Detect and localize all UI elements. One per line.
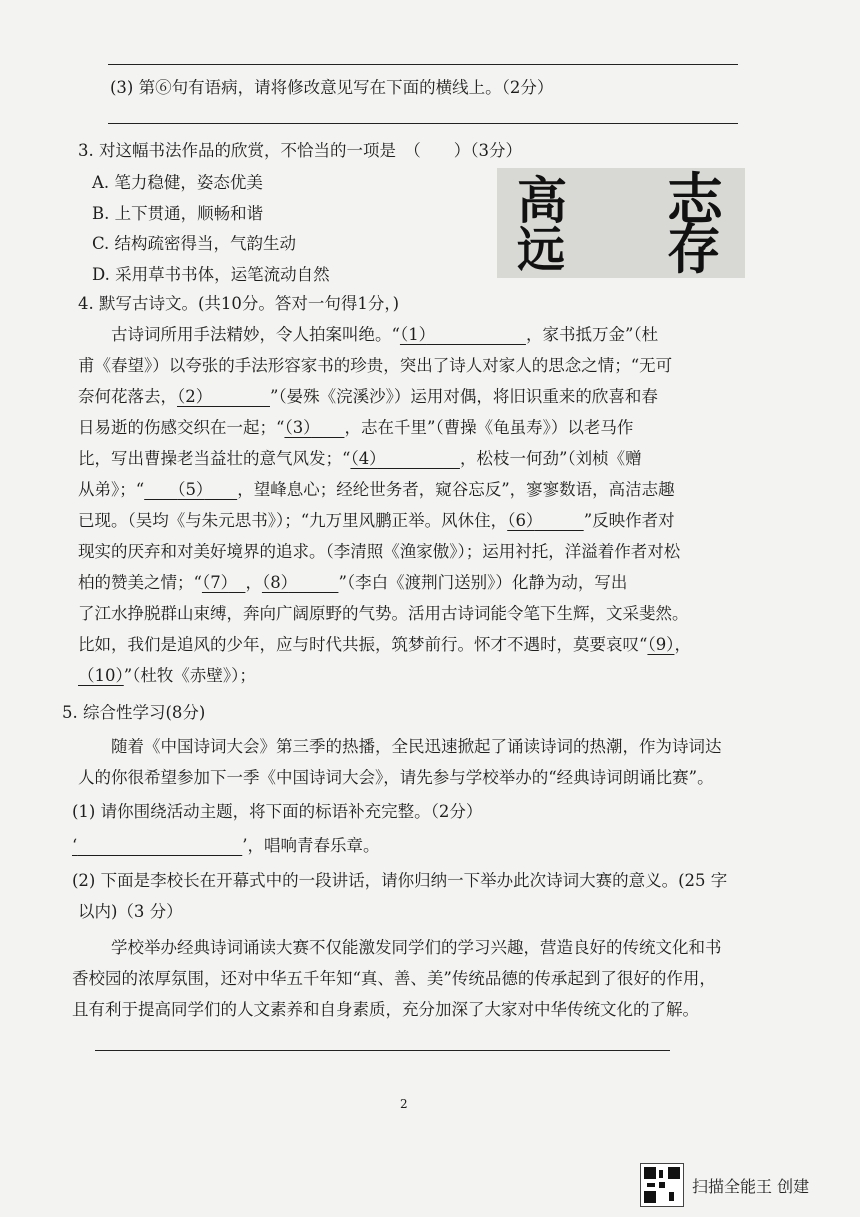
- q4-line-12: [78, 665, 256, 687]
- answer-line: [95, 1050, 670, 1051]
- calligraphy-char: 远: [517, 222, 566, 278]
- q4-text: ”（李白《渡荆门送别》）化静为动，写出: [338, 573, 628, 592]
- footer-text: 扫描全能王 创建: [692, 1176, 810, 1196]
- q4-line-3: [78, 386, 658, 408]
- q4-line-2: 甫《春望》）以夸张的手法形容家书的珍贵，突出了诗人对家人的思念之情；“无可: [78, 356, 673, 375]
- speech-3: 且有利于提高同学们的人文素养和自身素质，充分加深了大家对中华传统文化的了解。: [72, 1000, 699, 1019]
- q5-intro-2: 人的你很希望参加下一季《中国诗词大会》，请先参与学校举办的“经典诗词朗诵比赛”。: [78, 768, 714, 787]
- blank-label: （8）: [261, 573, 289, 592]
- q4-text: 已现。（吴均《与朱元思书》）；“九万里风鹏正举。风休住，: [78, 511, 508, 530]
- scanner-watermark: [640, 1163, 809, 1207]
- blank-label: （5）: [177, 480, 205, 499]
- option-d: D. 采用草书书体，运笔流动自然: [92, 265, 330, 284]
- option-c: C. 结构疏密得当，气韵生动: [92, 234, 297, 253]
- blank-8[interactable]: [262, 573, 339, 592]
- blank-label: （1）: [399, 325, 427, 344]
- q4-text: 柏的赞美之情；“: [78, 573, 202, 592]
- q4-text: ，: [674, 635, 691, 654]
- blank-label: （10）: [78, 666, 124, 685]
- q4-text: ，家书抵万金”（杜: [525, 325, 659, 344]
- speech-2: 香校园的浓厚氛围，还对中华五千年知“真、善、美”传统品德的传承起到了很好的作用，: [72, 969, 716, 988]
- blank-7[interactable]: [202, 573, 246, 592]
- q4-line-10: 了江水挣脱群山束缚，奔向广阔原野的气势。活用古诗词能令笔下生辉，文采斐然。: [78, 604, 689, 623]
- qr-code-icon: [640, 1163, 684, 1207]
- blank-9[interactable]: [647, 635, 674, 654]
- question-5-heading: 5. 综合性学习(8分): [62, 703, 206, 722]
- blank-label: （7）: [201, 573, 229, 592]
- q5-sub-1: (1) 请你围绕活动主题，将下面的标语补充完整。（2分）: [72, 802, 483, 821]
- blank-3[interactable]: [284, 418, 344, 437]
- q4-line-6: [78, 479, 675, 501]
- answer-line: [108, 64, 738, 65]
- slogan-line: [72, 835, 380, 857]
- q4-text: ”（杜牧《赤壁》）；: [123, 666, 256, 685]
- q4-text: 日易逝的伤感交织在一起；“: [78, 418, 285, 437]
- question-4-heading: 4. 默写古诗文。(共10分。答对一句得1分，): [78, 294, 400, 313]
- slogan-open-quote: ‘: [72, 836, 78, 855]
- calligraphy-char: 志: [667, 167, 723, 233]
- q4-text: ”反映作者对: [583, 511, 675, 530]
- page-number: 2: [400, 1097, 408, 1111]
- q4-text: ，志在千里”（曹操《龟虽寿》）以老马作: [344, 418, 634, 437]
- q4-line-1: [78, 324, 658, 346]
- blank-label: （6）: [507, 511, 535, 530]
- inscription-stamp: [615, 178, 629, 270]
- q4-line-9: [78, 572, 627, 594]
- q4-text: 从弟》；“: [78, 480, 145, 499]
- q5-intro-1: 随着《中国诗词大会》第三季的热播，全民迅速掀起了诵读诗词的热潮，作为诗词达: [78, 737, 722, 756]
- q4-text: 古诗词所用手法精妙，令人拍案叫绝。“: [78, 325, 400, 344]
- calligraphy-image: [497, 167, 745, 281]
- blank-4[interactable]: [350, 449, 460, 468]
- blank-5[interactable]: [144, 480, 237, 499]
- question-2-3: (3) 第⑥句有语病，请将修改意见写在下面的横线上。（2分）: [110, 78, 554, 97]
- blank-1[interactable]: [400, 325, 526, 344]
- answer-line: [108, 123, 738, 124]
- slogan-tail: ’，唱响青春乐章。: [242, 836, 380, 855]
- calligraphy-char: 存: [667, 217, 721, 281]
- q4-text: ，望峰息心；经纶世务者，窥谷忘反”，寥寥数语，高洁志趣: [237, 480, 675, 499]
- q4-line-4: [78, 417, 633, 439]
- q4-line-11: [78, 634, 691, 656]
- blank-10[interactable]: [78, 666, 124, 685]
- q5-sub-2-cont: 以内)（3 分）: [78, 902, 183, 921]
- q4-text: ”（晏殊《浣溪沙》）运用对偶，将旧识重来的欣喜和春: [270, 387, 658, 406]
- q4-text: 比，写出曹操老当益壮的意气风发；“: [78, 449, 351, 468]
- q4-line-7: [78, 510, 675, 532]
- option-b: B. 上下贯通，顺畅和谐: [92, 204, 264, 223]
- blank-label: （3）: [284, 418, 312, 437]
- q4-line-8: 现实的厌弃和对美好境界的追求。（李清照《渔家傲》）；运用衬托，洋溢着作者对松: [78, 542, 681, 561]
- blank-label: （2）: [177, 387, 204, 406]
- blank-label: （4）: [350, 449, 378, 468]
- blank-label: （9）: [647, 635, 675, 654]
- blank-2[interactable]: [177, 387, 270, 406]
- speech-1: 学校举办经典诗词诵读大赛不仅能激发同学们的学习兴趣，营造良好的传统文化和书: [78, 938, 722, 957]
- slogan-blank[interactable]: [72, 836, 242, 855]
- q4-text: ，: [245, 573, 262, 592]
- q5-sub-2: (2) 下面是李校长在开幕式中的一段讲话，请你归纳一下举办此次诗词大赛的意义。(25 字: [72, 871, 728, 890]
- q4-text: 比如，我们是追风的少年，应与时代共振，筑梦前行。怀才不遇时，莫要哀叹“: [78, 635, 648, 654]
- q4-text: ，松枝一何劲”（刘桢《赠: [459, 449, 642, 468]
- q4-text: 奈何花落去，: [78, 387, 177, 406]
- question-3-stem: 3. 对这幅书法作品的欣赏，不恰当的一项是 （ ）（3分）: [78, 141, 522, 160]
- option-a: A. 笔力稳健，姿态优美: [92, 173, 263, 192]
- blank-6[interactable]: [507, 511, 584, 530]
- q4-line-5: [78, 448, 642, 470]
- calligraphy-char: 高: [517, 171, 567, 230]
